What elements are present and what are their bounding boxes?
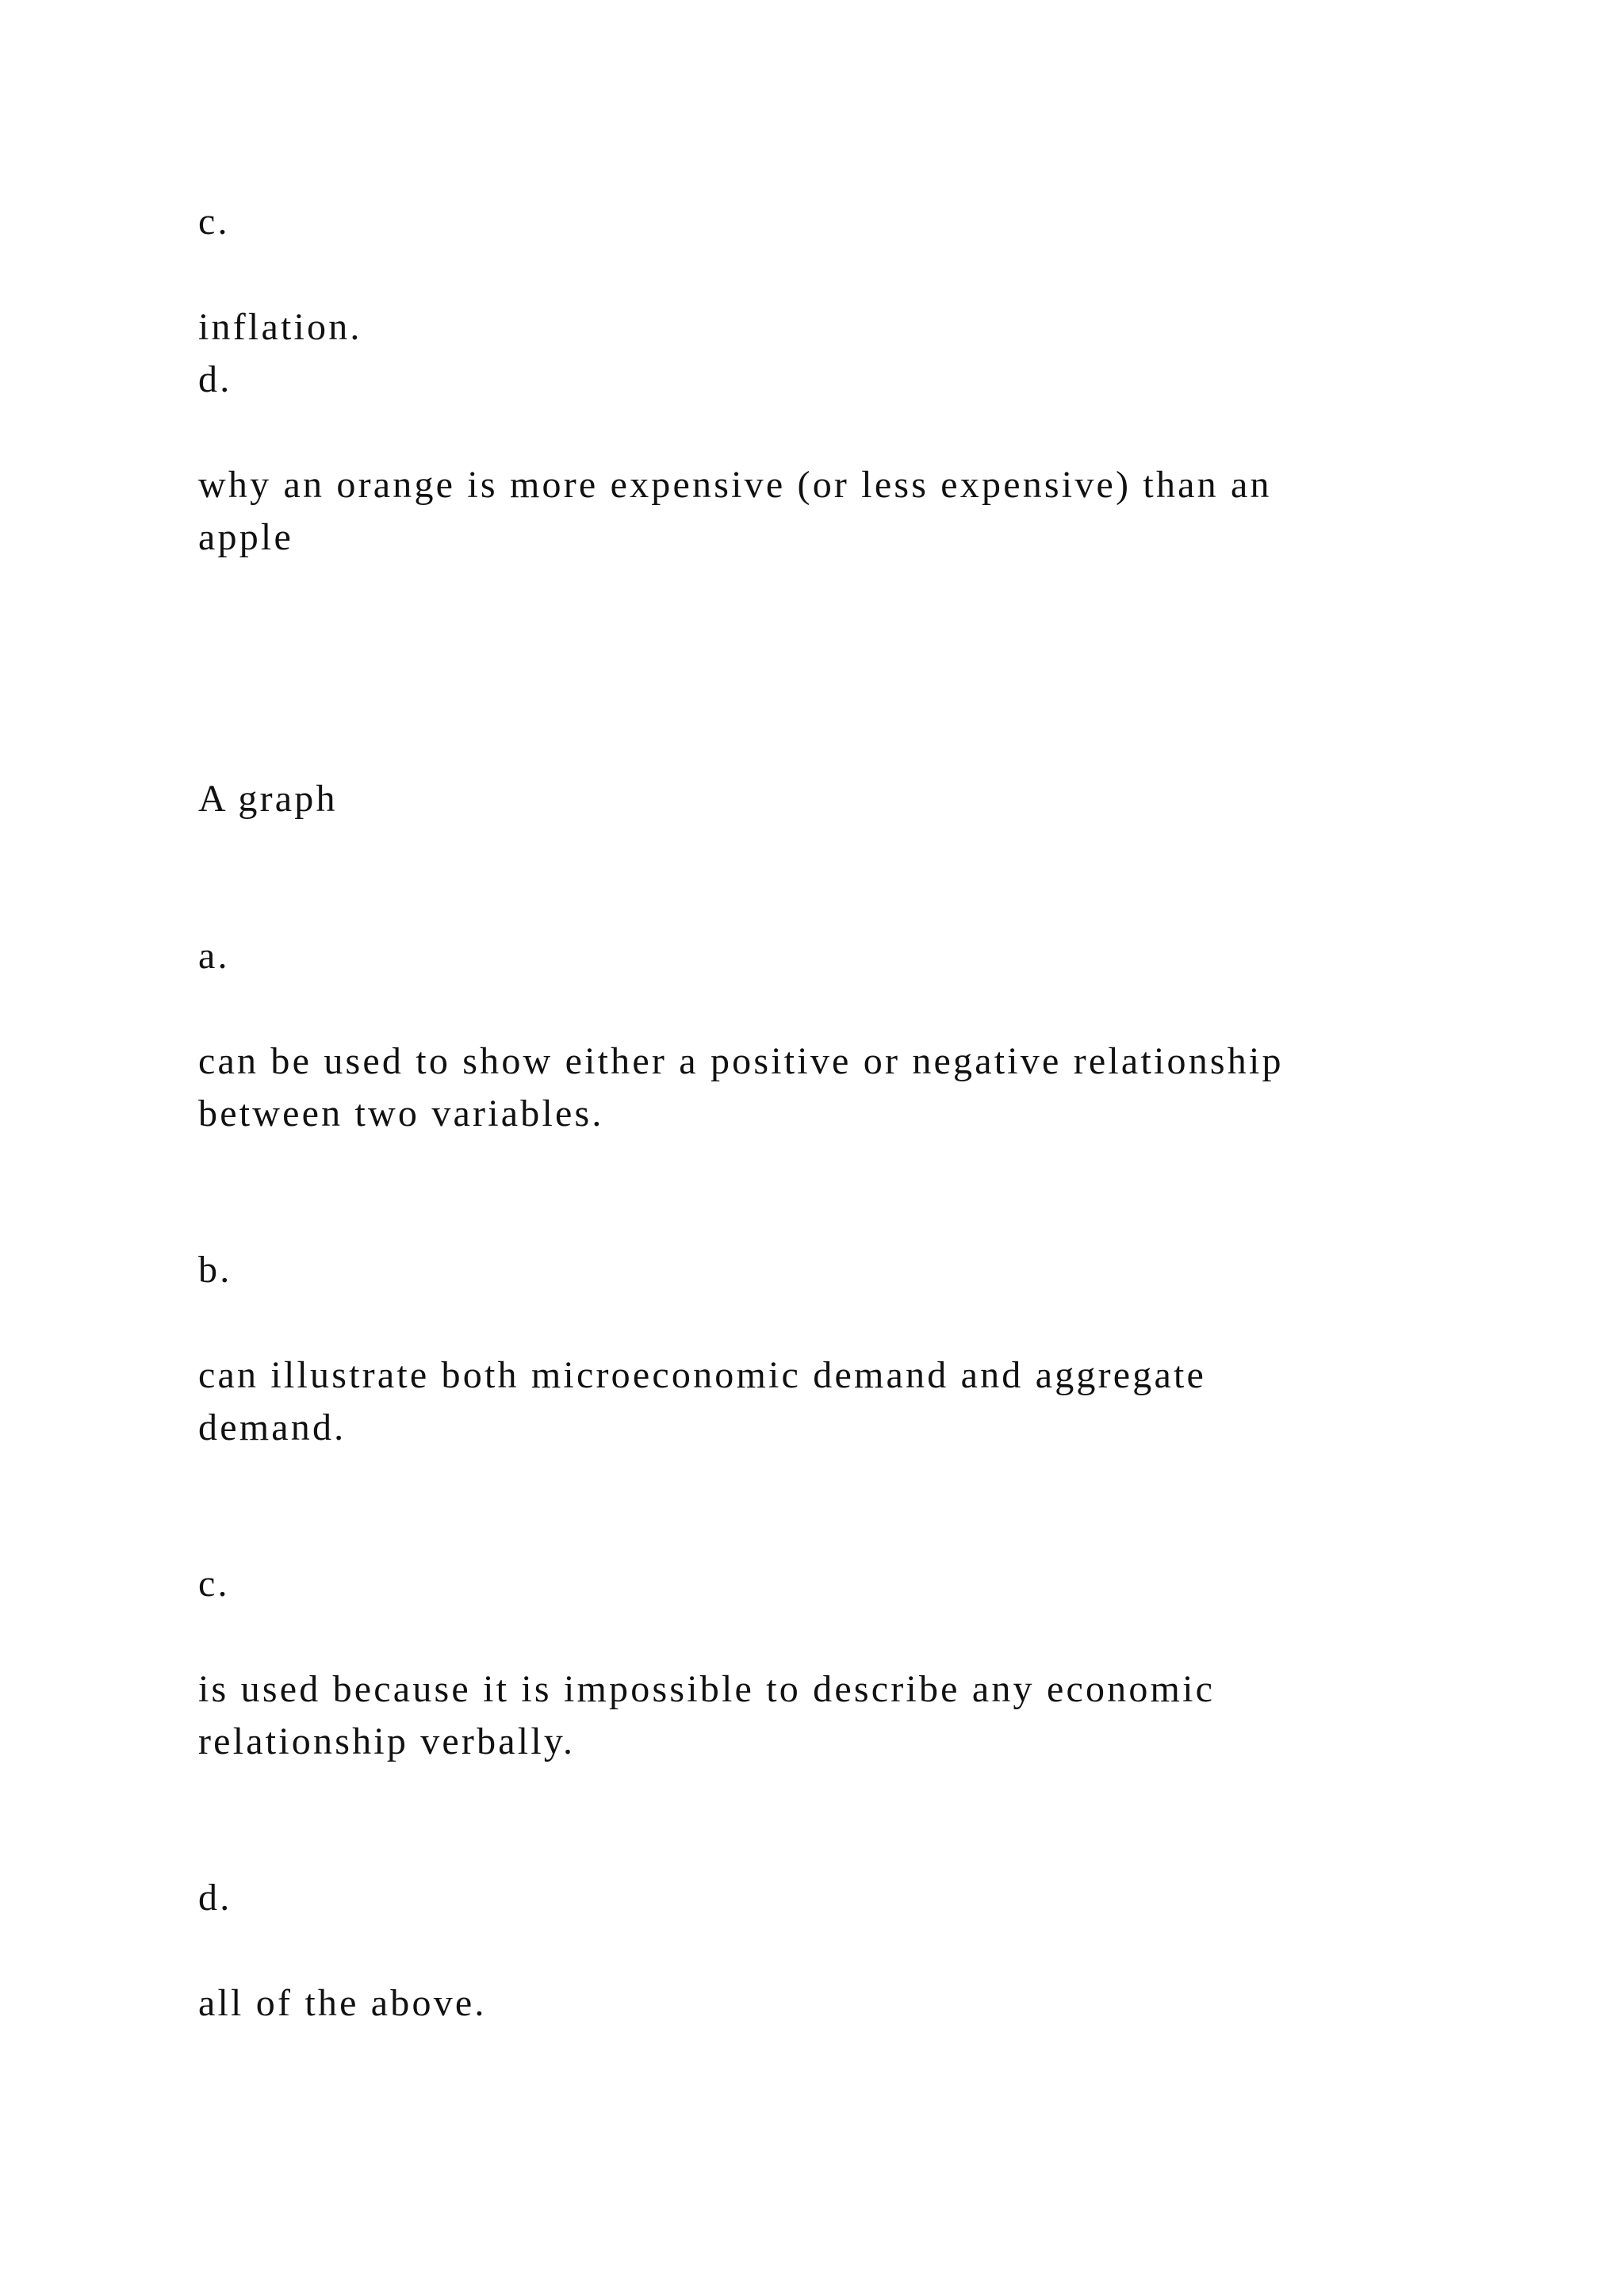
prev-option-d-text-line2: apple [198, 516, 293, 558]
option-b-letter: b. [198, 1249, 232, 1291]
option-b-text-line1: can illustrate both microeconomic demand and aggregate [198, 1354, 1207, 1396]
option-b-text-line2: demand. [198, 1406, 347, 1448]
option-d-text: all of the above. [198, 1982, 487, 2024]
option-d-letter: d. [198, 1877, 232, 1919]
prev-option-d-text-line1: why an orange is more expensive (or less expensive) than an [198, 464, 1272, 506]
question-stem: A graph [198, 778, 338, 820]
prev-option-c-letter: c. [198, 201, 230, 243]
option-a-text-line1: can be used to show either a positive or negative relationship [198, 1040, 1284, 1082]
option-a-text-line2: between two variables. [198, 1093, 604, 1135]
prev-option-d-letter: d. [198, 358, 232, 400]
prev-option-c-text: inflation. [198, 306, 362, 348]
option-c-text-line1: is used because it is impossible to describe any economic [198, 1668, 1216, 1710]
option-c-letter: c. [198, 1563, 230, 1605]
option-a-letter: a. [198, 935, 230, 977]
option-c-text-line2: relationship verbally. [198, 1720, 576, 1762]
